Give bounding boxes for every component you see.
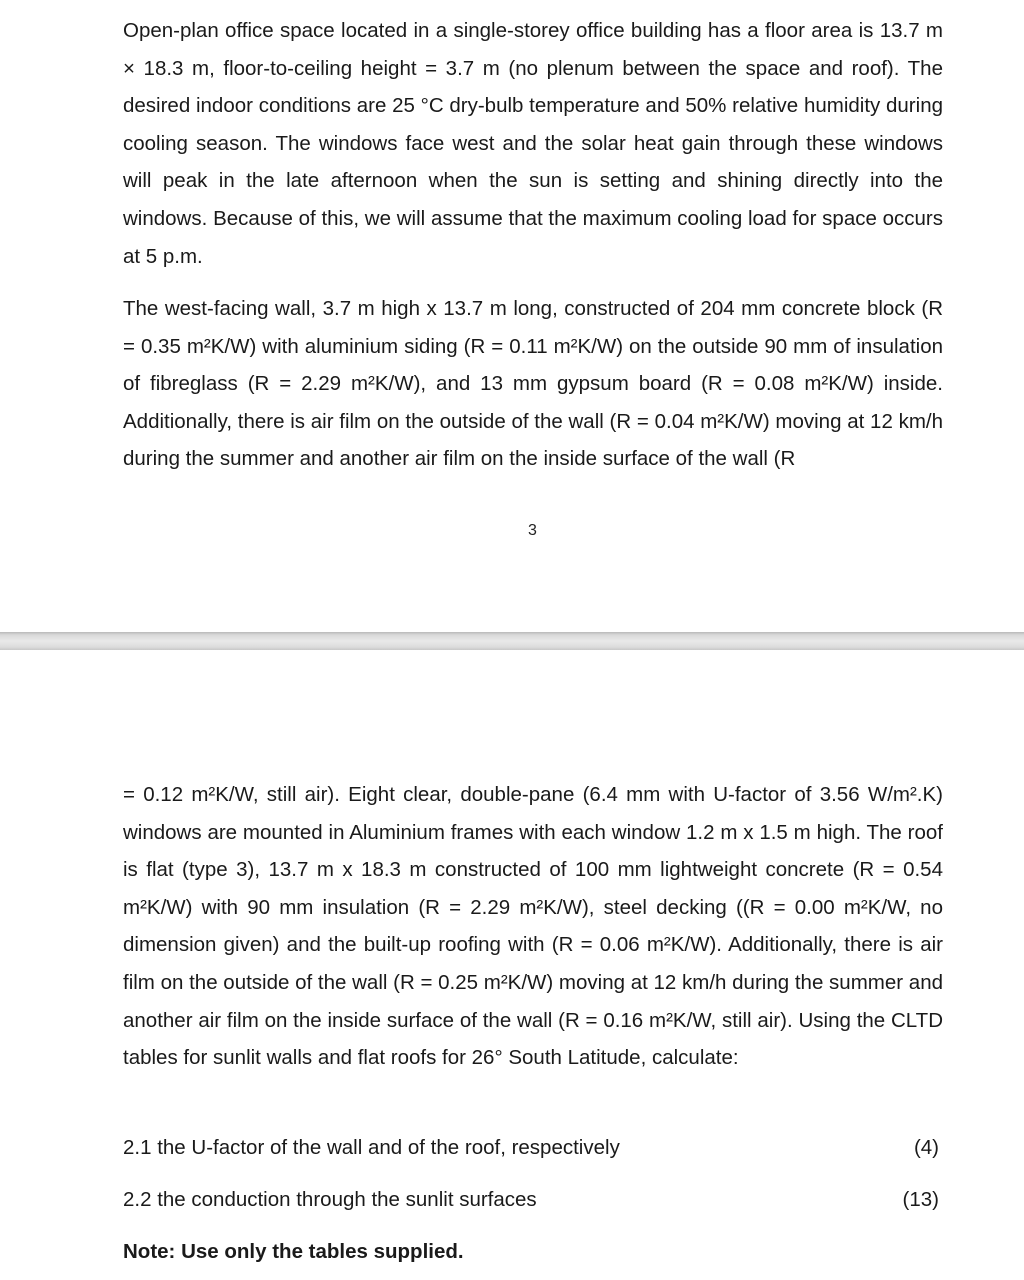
question-text: 2.1 the U-factor of the wall and of the roof, respectively: [123, 1136, 620, 1159]
question-2-1: [123, 1134, 943, 1162]
wall-construction-paragraph: The west-facing wall, 3.7 m high x 13.7 m long, constructed of 204 mm concrete block (R = 0.35 m²K/W) with aluminium siding (R = 0.11 m²K/W) on the outside 90 mm of insulation of fibreglass (R = 2.29 m²K/W), and 13 mm gypsum board (R = 0.08 m²K/W) inside. Additionally, there is air film on the outside of the wall (R = 0.04 m²K/W) moving at 12 km/h during the summer and another air film on the inside surface of the wall (R: [123, 297, 943, 471]
page-number: 3: [528, 522, 537, 539]
question-text: 2.2 the conduction through the sunlit surfaces: [123, 1188, 537, 1211]
question-marks: (13): [902, 1188, 939, 1211]
windows-roof-paragraph: = 0.12 m²K/W, still air). Eight clear, double-pane (6.4 mm with U-factor of 3.56 W/m².K) windows are mounted in Aluminium frames with each window 1.2 m x 1.5 m high. The roof is flat (type 3), 13.7 m x 18.3 m constructed of 100 mm lightweight concrete (R = 0.54 m²K/W) with 90 mm insulation (R = 2.29 m²K/W), steel decking ((R = 0.00 m²K/W, no dimension given) and the built-up roofing with (R = 0.06 m²K/W). Additionally, there is air film on the outside of the wall (R = 0.25 m²K/W) moving at 12 km/h during the summer and another air film on the inside surface of the wall (R = 0.16 m²K/W, still air). Using the CLTD tables for sunlit walls and flat roofs for 26° South Latitude, calculate:: [123, 783, 943, 1070]
note-text: Note: Use only the tables supplied.: [123, 1240, 464, 1263]
page-break-divider: [0, 632, 1024, 650]
question-marks: (4): [913, 1136, 939, 1159]
question-2-2: [123, 1186, 943, 1214]
problem-paragraph-1: Open-plan office space located in a single-storey office building has a floor area is 13.7 m × 18.3 m, floor-to-ceiling height = 3.7 m (no plenum between the space and roof). The desired indoor conditions are 25 °C dry-bulb temperature and 50% relative humidity during cooling season. The windows face west and the solar heat gain through these windows will peak in the late afternoon when the sun is setting and shining directly into the windows. Because of this, we will assume that the maximum cooling load for space occurs at 5 p.m.: [123, 19, 943, 268]
